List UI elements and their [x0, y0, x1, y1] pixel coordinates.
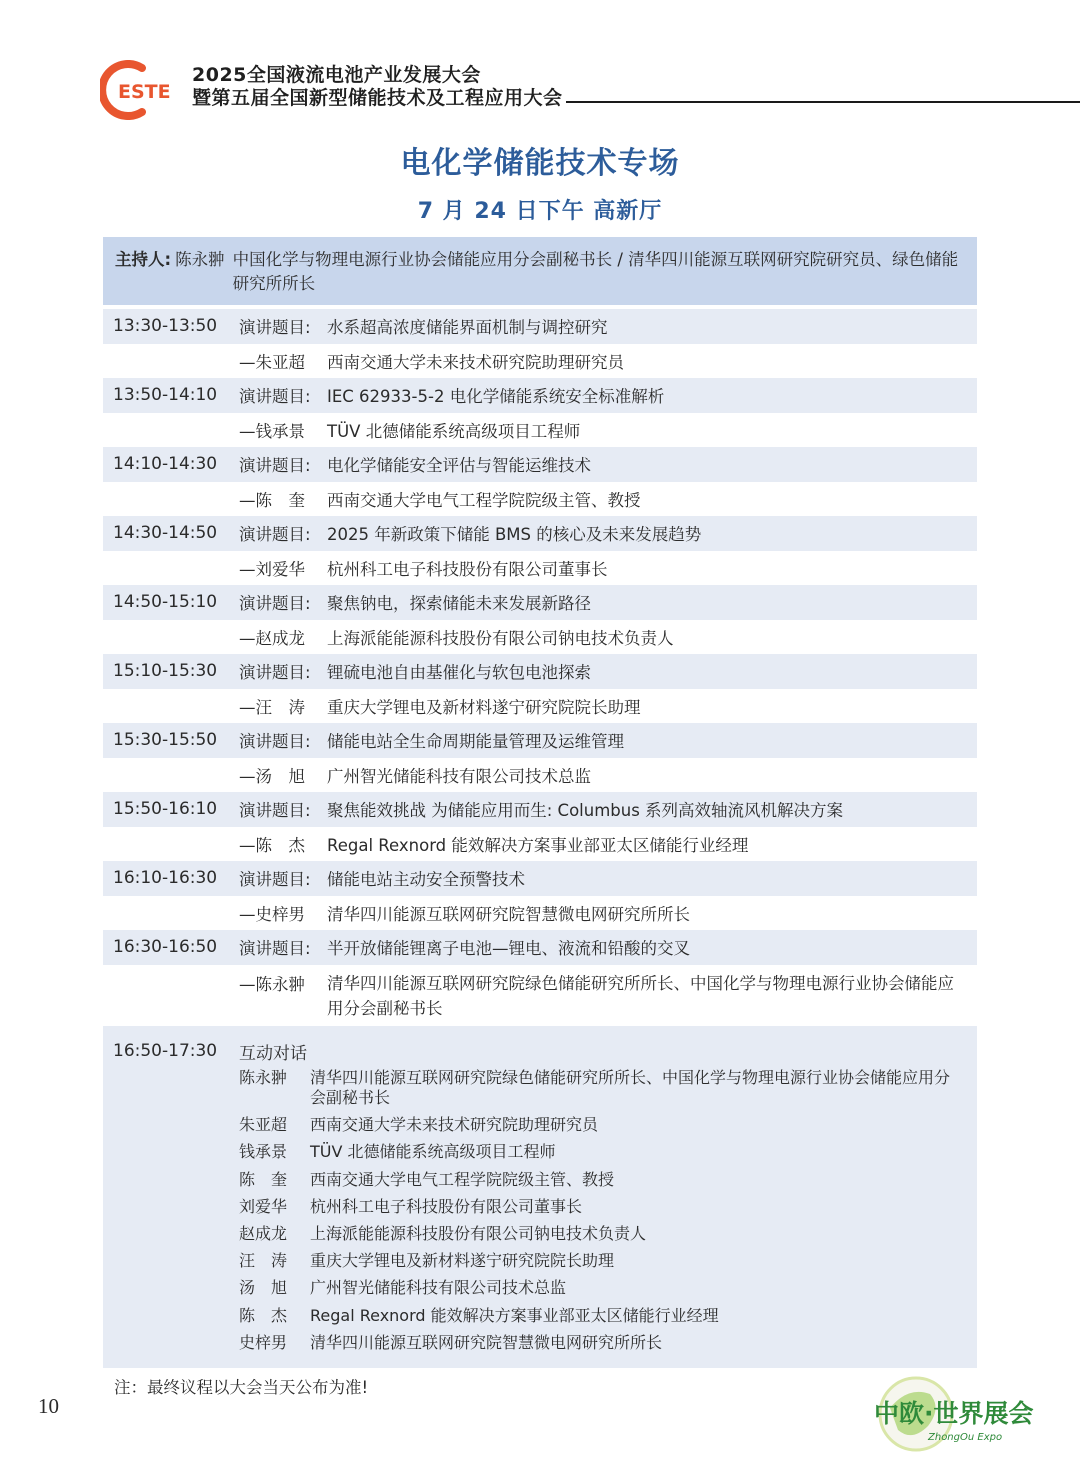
- panel-member: [239, 1142, 959, 1162]
- panel-member: [239, 1170, 959, 1190]
- speaker-row: [103, 827, 977, 862]
- slot-time: 15:30-15:50: [113, 730, 218, 751]
- topic-prefix: 演讲题目:: [239, 525, 311, 545]
- talk-row: [103, 654, 977, 689]
- speaker-row: [103, 758, 977, 793]
- speaker-row: [103, 413, 977, 448]
- member-affiliation: 杭州科工电子科技股份有限公司董事长: [310, 1196, 583, 1216]
- session-subtitle: 7 月 24 日下午 高新厅: [417, 199, 663, 224]
- speaker-row: [103, 896, 977, 931]
- panel-member: [239, 1306, 959, 1326]
- talk-topic: 水系超高浓度储能界面机制与调控研究: [327, 318, 608, 338]
- member-name: 陈 杰: [239, 1305, 288, 1325]
- speaker-name: —汤 旭: [239, 766, 305, 786]
- speaker-affiliation: 重庆大学锂电及新材料遂宁研究院院长助理: [327, 697, 641, 717]
- member-name: 陈永翀: [239, 1068, 288, 1087]
- member-name: 汪 涛: [239, 1251, 288, 1271]
- slot-time: 16:30-16:50: [113, 937, 218, 958]
- talk-topic: 2025 年新政策下储能 BMS 的核心及未来发展趋势: [327, 525, 702, 545]
- member-name: 刘爱华: [239, 1196, 288, 1216]
- talk-topic: 半开放储能锂离子电池—锂电、液流和铅酸的交叉: [327, 939, 690, 959]
- schedule-list: [103, 309, 977, 1017]
- slot-time: 14:50-15:10: [113, 592, 218, 613]
- speaker-row: [103, 689, 977, 724]
- panel-member: [239, 1197, 959, 1217]
- slot-time: 15:10-15:30: [113, 661, 218, 682]
- host-label: 主持人:: [115, 250, 172, 269]
- speaker-affiliation: 清华四川能源互联网研究院绿色储能研究所所长、中国化学与物理电源行业协会储能应用分会副秘书长: [327, 973, 954, 1018]
- conference-line-1: 2025全国液流电池产业发展大会: [192, 64, 481, 86]
- member-affiliation: 西南交通大学未来技术研究院助理研究员: [310, 1115, 599, 1135]
- page-title: 电化学储能技术专场: [400, 146, 680, 181]
- topic-prefix: 演讲题目:: [239, 870, 311, 890]
- speaker-affiliation: 杭州科工电子科技股份有限公司董事长: [327, 559, 608, 579]
- slot-time: 14:10-14:30: [113, 454, 218, 475]
- talk-topic: 聚焦能效挑战 为储能应用而生: Columbus 系列高效轴流风机解决方案: [327, 801, 844, 821]
- speaker-row: [103, 482, 977, 517]
- panel-member: [239, 1224, 959, 1244]
- logo-text: ESTE: [118, 81, 171, 103]
- talk-topic: 电化学储能安全评估与智能运维技术: [327, 456, 591, 476]
- panel-member: [239, 1333, 959, 1353]
- speaker-affiliation: 西南交通大学未来技术研究院助理研究员: [327, 352, 624, 372]
- speaker-name: —赵成龙: [239, 628, 305, 648]
- panel-discussion: [103, 1026, 977, 1368]
- talk-topic: IEC 62933-5-2 电化学储能系统安全标准解析: [327, 387, 665, 407]
- speaker-affiliation: 广州智光储能科技有限公司技术总监: [327, 766, 591, 786]
- topic-prefix: 演讲题目:: [239, 387, 311, 407]
- agenda-note: 注：最终议程以大会当天公布为准!: [114, 1378, 369, 1397]
- expo-logo-en: ZhongOu Expo: [928, 1432, 1003, 1443]
- member-affiliation: Regal Rexnord 能效解决方案事业部亚太区储能行业经理: [310, 1305, 719, 1325]
- speaker-row: [103, 965, 977, 1017]
- member-affiliation: TÜV 北德储能系统高级项目工程师: [310, 1142, 556, 1162]
- speaker-row: [103, 620, 977, 655]
- slot-time: 14:30-14:50: [113, 523, 218, 544]
- conference-name: [192, 64, 563, 110]
- conference-line-2: 暨第五届全国新型储能技术及工程应用大会: [192, 87, 563, 109]
- speaker-affiliation: 清华四川能源互联网研究院智慧微电网研究所所长: [327, 904, 690, 924]
- speaker-row: [103, 551, 977, 586]
- member-affiliation: 重庆大学锂电及新材料遂宁研究院院长助理: [310, 1251, 615, 1271]
- talk-row: [103, 516, 977, 551]
- talk-topic: 聚焦钠电，探索储能未来发展新路径: [327, 594, 591, 614]
- panel-time: 16:50-17:30: [113, 1041, 218, 1061]
- panel-member: [239, 1068, 959, 1108]
- member-name: 史梓男: [239, 1332, 288, 1352]
- schedule-slot: [103, 861, 977, 930]
- host-box: [103, 237, 977, 305]
- talk-row: [103, 930, 977, 965]
- speaker-name: —陈 杰: [239, 835, 305, 855]
- host-description: 中国化学与物理电源行业协会储能应用分会副秘书长 / 清华四川能源互联网研究院研究员、绿色储能研究所所长: [232, 250, 959, 293]
- speaker-affiliation: 上海派能能源科技股份有限公司钠电技术负责人: [327, 628, 674, 648]
- panel-title: 互动对话: [239, 1043, 307, 1064]
- talk-row: [103, 378, 977, 413]
- speaker-affiliation: TÜV 北德储能系统高级项目工程师: [327, 421, 581, 441]
- member-name: 钱承景: [239, 1142, 288, 1162]
- member-affiliation: 清华四川能源互联网研究院智慧微电网研究所所长: [310, 1332, 663, 1352]
- schedule-slot: [103, 792, 977, 861]
- slot-time: 15:50-16:10: [113, 799, 218, 820]
- speaker-row: [103, 344, 977, 379]
- speaker-name: —钱承景: [239, 421, 305, 441]
- expo-logo-cn: 中欧·世界展会: [874, 1399, 1034, 1428]
- schedule-slot: [103, 930, 977, 1017]
- header-divider: [566, 101, 1080, 103]
- schedule-slot: [103, 585, 977, 654]
- panel-members: [239, 1068, 959, 1360]
- panel-member: [239, 1115, 959, 1135]
- member-name: 汤 旭: [239, 1278, 288, 1298]
- member-name: 赵成龙: [239, 1223, 288, 1243]
- speaker-name: —朱亚超: [239, 352, 305, 372]
- speaker-affiliation: 西南交通大学电气工程学院院级主管、教授: [327, 490, 641, 510]
- panel-member: [239, 1251, 959, 1271]
- slot-time: 16:10-16:30: [113, 868, 218, 889]
- schedule-slot: [103, 516, 977, 585]
- talk-topic: 储能电站全生命周期能量管理及运维管理: [327, 732, 624, 752]
- speaker-name: —陈 奎: [239, 490, 305, 510]
- topic-prefix: 演讲题目:: [239, 939, 311, 959]
- talk-topic: 锂硫电池自由基催化与软包电池探索: [327, 663, 591, 683]
- host-name: 陈永翀: [175, 250, 225, 269]
- speaker-name: —陈永翀: [239, 974, 305, 994]
- schedule-slot: [103, 378, 977, 447]
- topic-prefix: 演讲题目:: [239, 663, 311, 683]
- talk-row: [103, 585, 977, 620]
- speaker-name: —史梓男: [239, 904, 305, 924]
- speaker-affiliation: Regal Rexnord 能效解决方案事业部亚太区储能行业经理: [327, 835, 749, 855]
- topic-prefix: 演讲题目:: [239, 456, 311, 476]
- topic-prefix: 演讲题目:: [239, 318, 311, 338]
- talk-row: [103, 447, 977, 482]
- speaker-name: —汪 涛: [239, 697, 305, 717]
- este-logo: [100, 60, 190, 120]
- speaker-name: —刘爱华: [239, 559, 305, 579]
- talk-row: [103, 309, 977, 344]
- topic-prefix: 演讲题目:: [239, 732, 311, 752]
- zhongou-expo-logo: [868, 1368, 1068, 1460]
- member-affiliation: 上海派能能源科技股份有限公司钠电技术负责人: [310, 1223, 647, 1243]
- page-number: 10: [38, 1394, 59, 1418]
- panel-member: [239, 1278, 959, 1298]
- topic-prefix: 演讲题目:: [239, 801, 311, 821]
- member-affiliation: 清华四川能源互联网研究院绿色储能研究所所长、中国化学与物理电源行业协会储能应用分会副秘书长: [310, 1068, 951, 1107]
- member-name: 陈 奎: [239, 1169, 288, 1189]
- schedule-slot: [103, 309, 977, 378]
- schedule-slot: [103, 654, 977, 723]
- talk-row: [103, 792, 977, 827]
- slot-time: 13:30-13:50: [113, 316, 218, 337]
- member-affiliation: 西南交通大学电气工程学院院级主管、教授: [310, 1169, 615, 1189]
- talk-row: [103, 861, 977, 896]
- schedule-slot: [103, 447, 977, 516]
- talk-row: [103, 723, 977, 758]
- member-name: 朱亚超: [239, 1115, 288, 1135]
- slot-time: 13:50-14:10: [113, 385, 218, 406]
- member-affiliation: 广州智光储能科技有限公司技术总监: [310, 1278, 567, 1298]
- schedule-slot: [103, 723, 977, 792]
- topic-prefix: 演讲题目:: [239, 594, 311, 614]
- talk-topic: 储能电站主动安全预警技术: [327, 870, 525, 890]
